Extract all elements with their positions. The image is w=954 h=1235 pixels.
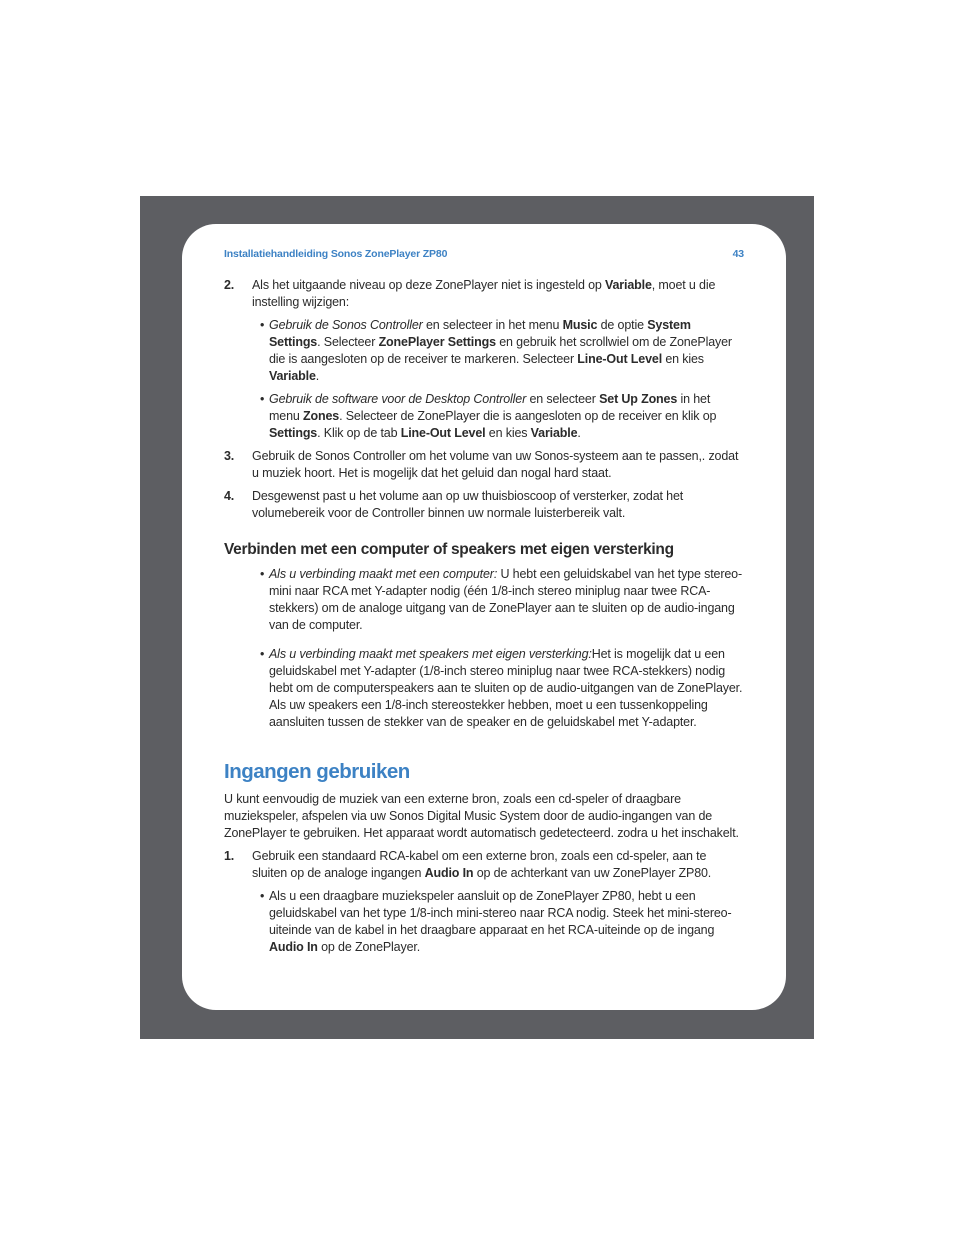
step-number: 2. [224,278,235,292]
speakers-options [260,566,744,731]
section-heading-speakers: Verbinden met een computer of speakers met eigen versterking [224,541,674,558]
list-item: • Gebruik de Sonos Controller en selecteer in het menu Music de optie System Settings. Selecteer ZonePlayer Settings en gebruik het scrollwiel om de ZonePlayer die is aangesloten op de receiver te markeren. Selecteer Line-Out Level en kies Variable. [260,317,744,385]
step-3 [224,448,744,482]
page-number: 43 [732,248,744,260]
inputs-intro: U kunt eenvoudig de muziek van een externe bron, zoals een cd-speler of draagbare muziekspeler, afspelen via uw Sonos Digital Music System door de audio-ingangen van de ZonePlayer te gebruiken. Het apparaat wordt automatisch gedetecteerd. zodra u het inschakelt. [224,792,739,840]
step-4 [224,488,744,522]
page-content [224,247,744,962]
document-title: Installatiehandleiding Sonos ZonePlayer ZP80 [224,248,448,260]
step-text: Gebruik een standaard RCA-kabel om een externe bron, zoals een cd-speler, aan te sluiten op de analoge ingangen Audio In op de achterkant van uw ZonePlayer ZP80. [252,849,712,880]
step-number: 3. [224,449,235,463]
step-text: Desgewenst past u het volume aan op uw thuisbioscoop of versterker, zodat het volumebereik voor de Controller binnen uw normale luisterbereik valt. [252,489,684,520]
list-item: • Als u verbinding maakt met speakers met eigen versterking:Het is mogelijk dat u een geluidskabel met Y-adapter (1/8-inch stereo miniplug naar twee RCA-stekkers) nodig hebt om de computerspeakers aan te sluiten op de audio-uitgangen van de ZonePlayer. Als uw speakers een 1/8-inch stereostekker hebben, moet u een tussenkoppeling aansluiten tussen de stekker van de speaker en de geluidskabel met Y-adapter. [260,646,744,731]
step-2-options [260,317,744,442]
step-2 [224,277,744,311]
inputs-step-1 [224,848,744,882]
step-text: Als het uitgaande niveau op deze ZonePlayer niet is ingesteld op Variable, moet u die instelling wijzigen: [252,278,716,309]
section-heading-inputs: Ingangen gebruiken [224,760,410,783]
running-head [224,247,744,261]
inputs-options [260,888,744,956]
step-number: 1. [224,849,235,863]
step-text: Gebruik de Sonos Controller om het volume van uw Sonos-systeem aan te passen,. zodat u muziek hoort. Het is mogelijk dat het geluid dan nogal hard staat. [252,449,739,480]
step-number: 4. [224,489,235,503]
list-item: • Gebruik de software voor de Desktop Controller en selecteer Set Up Zones in het menu Zones. Selecteer de ZonePlayer die is aangesloten op de receiver en klik op Settings. Klik op de tab Line-Out Level en kies Variable. [260,391,744,442]
list-item: • Als u verbinding maakt met een computer: U hebt een geluidskabel van het type stereo-mini naar RCA met Y-adapter nodig (één 1/8-inch stereo miniplug naar twee RCA-stekkers) om de analoge uitgang van de ZonePlayer aan te sluiten op de audio-ingang van de computer. [260,566,744,634]
list-item: • Als u een draagbare muziekspeler aansluit op de ZonePlayer ZP80, hebt u een geluidskabel van het type 1/8-inch mini-stereo naar RCA nodig. Steek het mini-stereo-uiteinde van de kabel in het draagbare apparaat en het RCA-uiteinde op de ingang Audio In op de ZonePlayer. [260,888,744,956]
